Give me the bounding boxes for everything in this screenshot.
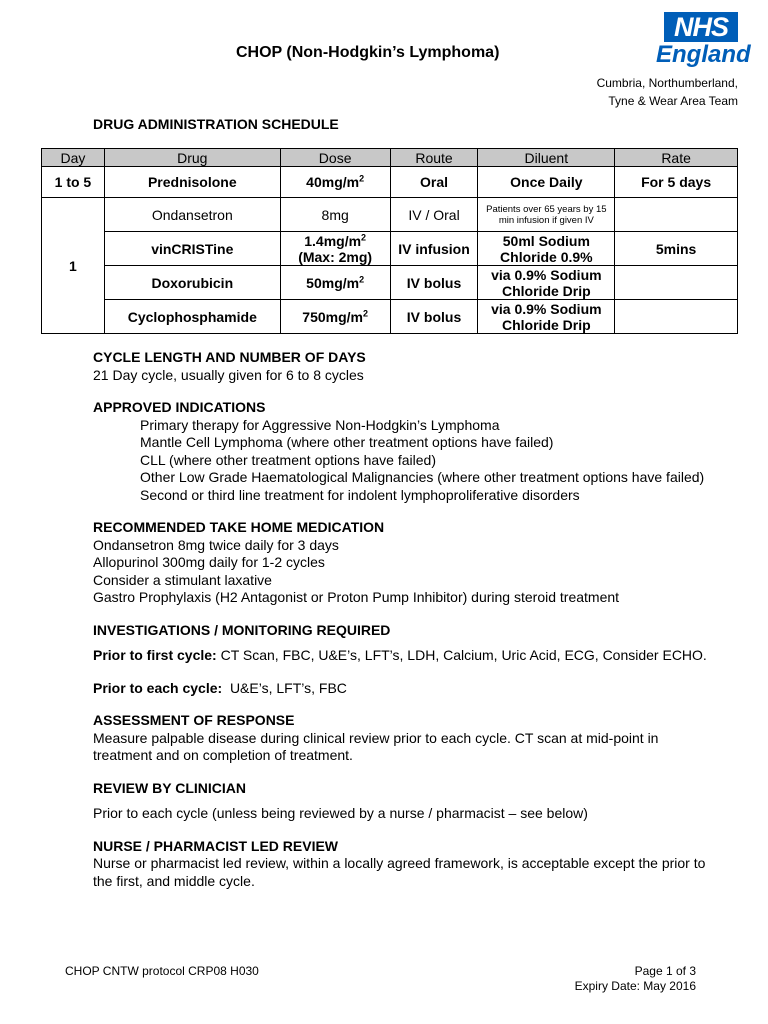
list-item: Consider a stimulant laxative: [93, 571, 272, 588]
nurse-review-heading: NURSE / PHARMACIST LED REVIEW: [93, 837, 339, 854]
col-header-drug: Drug: [104, 149, 280, 167]
cell-rate: 5mins: [615, 232, 738, 266]
cell-diluent: Once Daily: [478, 167, 615, 198]
first-cycle-text: CT Scan, FBC, U&E’s, LFT’s, LDH, Calcium, Uric Acid, ECG, Consider ECHO.: [216, 647, 707, 663]
cell-rate: For 5 days: [615, 167, 738, 198]
cell-diluent: 50ml Sodium Chloride 0.9%: [478, 232, 615, 266]
cell-dose: [280, 266, 390, 300]
dose-superscript: 2: [362, 307, 368, 318]
cell-diluent: Patients over 65 years by 15 min infusion if given IV: [478, 198, 615, 232]
review-heading: REVIEW BY CLINICIAN: [93, 779, 246, 796]
dose-superscript: 2: [361, 231, 367, 242]
cell-drug: Ondansetron: [104, 198, 280, 232]
table-row: [42, 266, 738, 300]
region-line-2: Tyne & Wear Area Team: [608, 94, 738, 108]
nhs-logo-mark: NHS: [664, 12, 738, 42]
table-row: [42, 167, 738, 198]
cell-route: IV / Oral: [390, 198, 478, 232]
assessment-heading: ASSESSMENT OF RESPONSE: [93, 712, 295, 728]
dose-text: 1.4mg/m: [304, 232, 362, 249]
drug-schedule-table: [41, 148, 738, 334]
protocol-content: [93, 349, 713, 890]
footer-protocol: CHOP CNTW protocol CRP08 H030: [65, 964, 259, 978]
cell-diluent: via 0.9% Sodium Chloride Drip: [478, 300, 615, 334]
investigations-first-cycle: [93, 647, 713, 665]
cell-route: IV bolus: [390, 266, 478, 300]
cell-drug: Prednisolone: [104, 167, 280, 198]
col-header-day: Day: [42, 149, 105, 167]
investigations-heading: INVESTIGATIONS / MONITORING REQUIRED: [93, 621, 391, 638]
col-header-route: Route: [390, 149, 478, 167]
cell-rate: [615, 300, 738, 334]
page-number: Page 1 of 3: [634, 964, 696, 978]
list-item: Ondansetron 8mg twice daily for 3 days: [93, 536, 339, 553]
expiry-date: Expiry Date: May 2016: [574, 979, 696, 993]
table-row: [42, 232, 738, 266]
footer-page-info: [575, 964, 696, 994]
cell-dose: [280, 167, 390, 198]
dose-superscript: 2: [359, 173, 365, 184]
cell-route: Oral: [390, 167, 478, 198]
list-item: Mantle Cell Lymphoma (where other treatment options have failed): [140, 434, 554, 450]
indications-list: [93, 417, 713, 505]
dose-text: 50mg/m: [306, 274, 360, 291]
cell-drug: Cyclophosphamide: [104, 300, 280, 334]
dose-text: 750mg/m: [302, 308, 363, 325]
cell-drug: vinCRISTine: [104, 232, 280, 266]
list-item: Second or third line treatment for indolent lymphoproliferative disorders: [140, 486, 580, 503]
dose-superscript: 2: [359, 273, 365, 284]
cell-dose: [280, 300, 390, 334]
list-item: Allopurinol 300mg daily for 1-2 cycles: [93, 554, 325, 570]
col-header-diluent: Diluent: [478, 149, 615, 167]
cell-diluent: via 0.9% Sodium Chloride Drip: [478, 266, 615, 300]
dose-max: (Max: 2mg): [298, 248, 373, 265]
col-header-dose: Dose: [280, 149, 390, 167]
cycle-heading: CYCLE LENGTH AND NUMBER OF DAYS: [93, 349, 366, 365]
list-item: CLL (where other treatment options have failed): [140, 451, 436, 468]
cell-rate: [615, 198, 738, 232]
table-row: [42, 198, 738, 232]
table-row: [42, 300, 738, 334]
region-line-1: Cumbria, Northumberland,: [596, 76, 738, 90]
nhs-logo-england: England: [656, 41, 751, 68]
each-cycle-label: Prior to each cycle:: [93, 679, 223, 696]
list-item: Other Low Grade Haematological Malignancies (where other treatment options have failed): [140, 469, 705, 485]
assessment-text: Measure palpable disease during clinical review prior to each cycle. CT scan at mid-point in treatment and on completion of treatment.: [93, 729, 659, 763]
cell-day: 1: [42, 198, 105, 334]
cycle-text: 21 Day cycle, usually given for 6 to 8 cycles: [93, 366, 364, 383]
page-title: CHOP (Non-Hodgkin’s Lymphoma): [236, 44, 500, 61]
cell-dose: [280, 232, 390, 266]
list-item: Gastro Prophylaxis (H2 Antagonist or Proton Pump Inhibitor) during steroid treatment: [93, 589, 620, 605]
dose-text: 40mg/m: [306, 174, 360, 190]
cell-rate: [615, 266, 738, 300]
take-home-heading: RECOMMENDED TAKE HOME MEDICATION: [93, 519, 385, 535]
table-header-row: [42, 149, 738, 167]
nhs-england-logo: [656, 12, 751, 68]
nurse-review-text: Nurse or pharmacist led review, within a locally agreed framework, is acceptable except the prior to the first, and middle cycle.: [93, 855, 706, 889]
each-cycle-text: U&E’s, LFT’s, FBC: [222, 679, 347, 696]
col-header-rate: Rate: [615, 149, 738, 167]
review-text: Prior to each cycle (unless being reviewed by a nurse / pharmacist – see below): [93, 805, 588, 821]
cell-route: IV bolus: [390, 300, 478, 334]
cell-day: 1 to 5: [42, 167, 105, 198]
schedule-heading: DRUG ADMINISTRATION SCHEDULE: [93, 116, 339, 132]
region-label: [597, 74, 738, 110]
cell-dose: 8mg: [280, 198, 390, 232]
cell-route: IV infusion: [390, 232, 478, 266]
cell-drug: Doxorubicin: [104, 266, 280, 300]
indications-heading: APPROVED INDICATIONS: [93, 399, 266, 415]
list-item: Primary therapy for Aggressive Non-Hodgkin’s Lymphoma: [140, 416, 500, 433]
investigations-each-cycle: [93, 680, 713, 698]
first-cycle-label: Prior to first cycle:: [93, 647, 217, 663]
